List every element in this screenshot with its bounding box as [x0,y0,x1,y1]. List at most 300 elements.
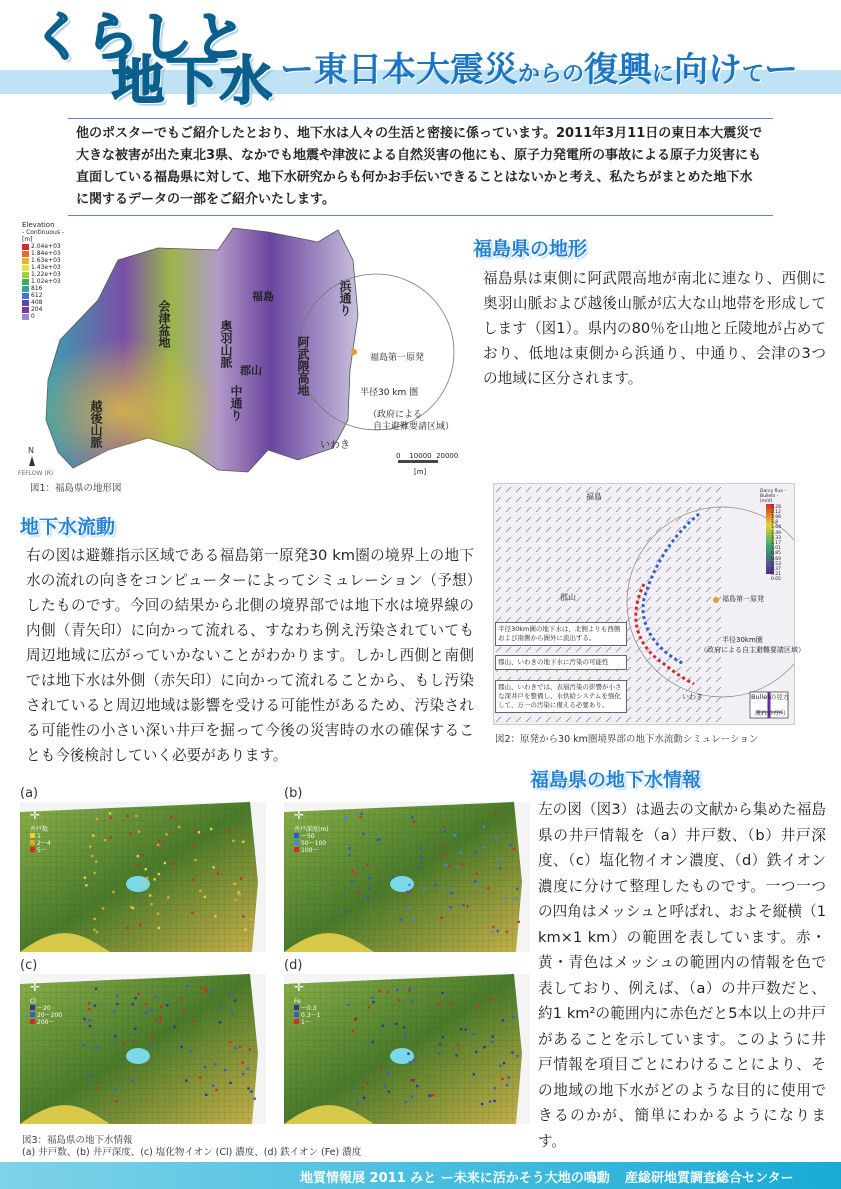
well-mesh-cell [234,999,236,1001]
well-mesh-cell [441,917,443,919]
well-mesh-cell [465,1029,467,1031]
flux-legend-value: 0.53 [771,561,782,567]
elevation-legend-item [22,285,72,292]
well-mesh-cell [508,1077,510,1079]
elevation-legend-swatch [22,286,29,292]
well-mesh-cell [215,1089,217,1091]
well-mesh-cell [400,918,402,920]
well-mesh-cell [457,867,459,869]
elevation-legend-item [22,313,72,320]
well-mesh-cell [491,1041,493,1043]
well-mesh-cell [139,924,141,926]
north-arrow-icon: N [28,446,34,455]
subtitle-part-g: ー [764,50,799,90]
well-mesh-cell [127,927,129,929]
panel-legend-title: 井戸数 [30,826,49,833]
well-mesh-cell [83,1044,85,1046]
panel-legend [294,998,320,1026]
figure1-caption: 図1：福島県の地形図 [30,483,122,494]
well-mesh-cell [403,1026,405,1028]
well-mesh-cell [206,991,208,993]
well-mesh-cell [366,1082,368,1084]
flux-legend-value: 0.37 [771,567,782,573]
well-mesh-cell [432,1094,434,1096]
well-mesh-cell [180,997,182,999]
well-mesh-cell [513,848,515,850]
elevation-legend-value: 2.04e+03 [31,243,61,250]
well-mesh-cell [242,1073,244,1075]
well-mesh-cell [478,883,480,885]
well-mesh-cell [135,815,137,817]
elevation-legend-unit: [m] [22,236,33,243]
well-mesh-cell [354,1019,356,1021]
well-mesh-cell [204,1066,206,1068]
well-mesh-cell [348,854,350,856]
well-mesh-cell [247,1067,249,1069]
label-fukushima: 福島 [252,290,274,303]
well-mesh-cell [368,877,370,879]
wells-title: 福島県の地下水情報 [530,769,702,791]
fig2-label-gov: （政府による自主避難要請区域） [700,646,805,654]
elevation-legend-value: 1.43e+03 [31,264,61,271]
well-mesh-cell [503,1062,505,1064]
well-mesh-cell [474,852,476,854]
well-mesh-cell [462,904,464,906]
well-mesh-cell [356,1102,358,1104]
well-mesh-cell [145,1012,147,1014]
well-mesh-cell [372,997,374,999]
well-mesh-cell [104,839,106,841]
panel-legend-title: 井戸深度(m) [294,826,329,833]
panel-legend-swatch [30,847,35,852]
well-mesh-cell [146,877,148,879]
fig2-note-box2: 郡山、いわきの地下水に汚染の可能性 [495,655,627,670]
well-mesh-cell [249,1048,251,1050]
well-mesh-cell [242,915,244,917]
elevation-legend-swatch [22,244,29,250]
panel-legend-title: Cl [30,998,36,1005]
panel-legend-swatch [30,1012,35,1017]
elevation-legend-swatch [22,293,29,299]
bullet-legend-flow: 流れの方向 [755,710,786,717]
well-mesh-cell [406,891,408,893]
well-mesh-cell [348,1004,350,1006]
well-mesh-cell [357,892,359,894]
well-mesh-cell [129,832,131,834]
well-mesh-cell [145,1003,147,1005]
flow-body: 右の図は避難指示区域である福島第一原発30 km圏の境界上の地下水の流れの向きをコンピューターによってシミュレーション（予想）したものです。今回の結果から北側の境界部では地下水は境界線の内側（青矢印）に向かって流れる、すなわち例え汚染されていても周辺地域に広がっていかないことがわかります。しかし西側と南側では地下水は外側（赤矢印）に向かって流れることから、もし汚染されていると周辺地域は影響を受ける可能性があるため、汚染される可能性の小さい深い井戸を掘って今後の災害時の水の確保することも今後検討していく必要があります。 [26,547,474,764]
scale-unit: [m] [414,468,427,476]
panel-legend-swatch [30,1019,35,1024]
well-mesh-cell [352,870,354,872]
flow-plant-marker [713,597,719,603]
well-mesh-cell [395,1023,397,1025]
well-mesh-cell [178,826,180,828]
well-mesh-cell [244,928,246,930]
well-mesh-cell [85,884,87,886]
flux-legend-value: 0.85 [771,551,782,557]
flux-legend-value: 1.49 [771,530,782,536]
scale-bar [398,460,438,463]
well-mesh-cell [205,1094,207,1096]
title-line1: くらしと [32,8,249,68]
subtitle-part-f: て [742,62,765,87]
well-mesh-cell [506,931,508,933]
elevation-legend-items [22,243,72,320]
well-mesh-cell [423,887,425,889]
well-mesh-cell [199,1076,201,1078]
well-mesh-cell [212,989,214,991]
well-mesh-cell [162,840,164,842]
well-mesh-cell [114,1035,116,1037]
well-mesh-cell [92,834,94,836]
figure3-caption-line1: 図3：福島県の地下水情報 [22,1135,133,1146]
well-mesh-cell [149,894,151,896]
well-mesh-cell [345,910,347,912]
well-mesh-cell [449,906,451,908]
panel-legend-item [294,1019,320,1026]
well-mesh-cell [413,821,415,823]
footer-event: 地質情報展 2011 みと ー未来に活かそう大地の鳴動 [300,1171,610,1186]
well-mesh-cell [195,831,197,833]
well-mesh-cell [408,884,410,886]
elevation-legend-title: Elevation [22,221,55,229]
well-mesh-cell [219,1021,221,1023]
flux-legend-title: Darcy flux - Bullets - [m/d] [760,489,786,505]
well-mesh-cell [194,859,196,861]
well-mesh-cell [192,1020,194,1022]
label-koriyama: 郡山 [240,364,262,377]
elevation-legend-swatch [22,251,29,257]
well-mesh-cell [516,888,518,890]
terrain-title: 福島県の地形 [473,238,588,260]
panel-legend-value: 20〜200 [37,1012,63,1019]
subtitle-part-e: 向け [674,50,743,90]
well-mesh-cell [383,1084,385,1086]
well-mesh-cell [493,1100,495,1102]
panel-legend [30,998,62,1026]
well-mesh-cell [167,896,169,898]
label-nakadori: 中通り [229,385,243,421]
flux-legend-value: 2.28 [771,504,782,510]
panel-legend-swatch [294,1019,299,1024]
well-mesh-cell [455,1054,457,1056]
well-mesh-cell [88,1008,90,1010]
compass-icon: ✛ [30,808,41,822]
panel-legend-title: Fe [294,998,301,1005]
flux-legend-value: 2.12 [771,509,782,515]
elevation-legend-value: 0 [31,313,35,320]
well-mesh-cell [217,872,219,874]
well-mesh-cell [474,880,476,882]
well-mesh-cell [160,1019,162,1021]
well-mesh-cell [408,906,410,908]
panel-legend-value: 〜0.3 [301,1005,317,1012]
panel-legend-swatch [30,1005,35,1010]
well-mesh-cell [192,879,194,881]
panel-legend-swatch [30,840,35,845]
well-mesh-cell [234,899,236,901]
well-mesh-cell [110,836,112,838]
well-mesh-cell [444,830,446,832]
panel-legend-item [294,1012,320,1019]
well-mesh-cell [137,865,139,867]
elevation-legend-value: 1.63e+03 [31,257,61,264]
well-mesh-cell [443,825,445,827]
well-mesh-cell [189,1050,191,1052]
panel-legend-item [30,1005,62,1012]
well-mesh-cell [89,1019,91,1021]
well-mesh-cell [491,998,493,1000]
fig2-note-box3: 郡山、いわきでは、表層汚染の影響が小さな深井戸を整備し、水供給システムを強化して、万一の汚染に備える必要あり。 [495,680,627,713]
well-mesh-cell [158,873,160,875]
well-mesh-cell [372,1041,374,1043]
panel-legend [294,826,329,854]
well-mesh-cell [220,1006,222,1008]
well-mesh-cell [453,834,455,836]
flux-legend-value: 1.33 [771,535,782,541]
well-mesh-cell [396,989,398,991]
panel-letter: (d) [284,958,303,973]
fig2-label-plant: 福島第一原発 [722,595,764,603]
well-mesh-cell [441,846,443,848]
well-mesh-cell [84,877,86,879]
well-mesh-cell [83,1018,85,1020]
well-mesh-cell [512,1016,514,1018]
well-mesh-cell [369,888,371,890]
title-line2: 地下水 [112,52,275,112]
well-mesh-cell [138,830,140,832]
well-mesh-cell [228,830,230,832]
well-mesh-cell [198,831,200,833]
panel-legend-value: 5〜 [37,847,47,854]
well-mesh-cell [482,846,484,848]
label-radius: 半径30 km 圏 [360,388,419,398]
well-mesh-cell [351,881,353,883]
panel-legend-value: 0.3〜1 [301,1012,321,1019]
well-mesh-cell [249,918,251,920]
well-mesh-cell [170,816,172,818]
well-mesh-cell [461,863,463,865]
well-mesh-cell [475,1051,477,1053]
well-mesh-cell [502,1019,504,1021]
software-label: FEFLOW (R) [18,470,54,477]
elevation-legend-value: 816 [31,285,43,292]
well-mesh-cell [88,1002,90,1004]
flow-title: 地下水流動 [20,516,116,538]
well-mesh-cell [457,1043,459,1045]
panel-legend-item [30,1012,62,1019]
well-mesh-cell [487,887,489,889]
panel-legend-value: 100〜 [301,847,319,854]
well-mesh-cell [409,891,411,893]
label-hamadori: 浜通り [338,280,352,316]
well-mesh-cell [408,990,410,992]
well-mesh-cell [102,907,104,909]
subtitle-part-c: 復興 [584,50,653,90]
well-mesh-cell [409,1061,411,1063]
well-mesh-cell [387,1072,389,1074]
well-mesh-cell [483,1046,485,1048]
well-mesh-cell [420,847,422,849]
panel-legend [30,826,51,854]
well-mesh-cell [380,1067,382,1069]
well-mesh-cell [134,1028,136,1030]
well-mesh-cell [95,860,97,862]
well-mesh-cell [89,1076,91,1078]
well-mesh-cell [472,1033,474,1035]
well-mesh-cell [387,991,389,993]
well-mesh-cell [510,844,512,846]
well-mesh-cell [483,825,485,827]
well-mesh-cell [451,887,453,889]
well-mesh-cell [416,1085,418,1087]
well-mesh-cell [242,841,244,843]
well-mesh-cell [362,1087,364,1089]
well-mesh-cell [166,1004,168,1006]
well-mesh-cell [229,993,231,995]
well-mesh-cell [368,1006,370,1008]
well-mesh-cell [143,882,145,884]
well-mesh-cell [376,839,378,841]
panel-legend-value: 50〜100 [301,840,327,847]
fig2-label-fukushima: 福島 [586,492,602,501]
well-mesh-cell [254,1098,256,1100]
well-mesh-cell [372,1001,374,1003]
elevation-legend-swatch [22,279,29,285]
label-plant: 福島第一原発 [370,353,425,363]
well-mesh-cell [89,846,91,848]
elevation-legend-item [22,299,72,306]
elevation-legend-item [22,243,72,250]
well-mesh-cell [231,1012,233,1014]
elevation-legend-item [22,306,72,313]
well-mesh-cell [116,994,118,996]
flux-legend-value: 0.05 [771,577,782,583]
fig2-label-radius: 半径30km圏 [722,636,763,644]
panel-legend-item [294,1005,320,1012]
subtitle-part-b: からの [518,62,585,87]
compass-icon: ✛ [30,980,41,994]
elevation-legend-item [22,250,72,257]
well-mesh-cell [165,833,167,835]
well-mesh-cell [109,812,111,814]
well-mesh-cell [349,847,351,849]
well-mesh-cell [185,1079,187,1081]
well-mesh-cell [442,854,444,856]
well-mesh-cell [352,1087,354,1089]
well-mesh-cell [158,840,160,842]
well-mesh-cell [344,817,346,819]
well-mesh-cell [199,890,201,892]
panel-legend-swatch [294,833,299,838]
well-mesh-cell [96,1087,98,1089]
well-mesh-cell [481,1103,483,1105]
elevation-legend-swatch [22,272,29,278]
well-mesh-cell [212,866,214,868]
flux-legend-value: 1.8 [771,520,779,526]
well-mesh-cell [172,863,174,865]
figure2-caption: 図2：原発から30 km圏境界部の地下水流動シミュレーション [495,734,759,745]
panel-legend-item [30,847,51,854]
elevation-legend-swatch [22,314,29,320]
well-mesh-cell [494,1087,496,1089]
well-mesh-cell [442,1036,444,1038]
well-mesh-cell [441,992,443,994]
well-mesh-cell [413,919,415,921]
well-mesh-cell [409,987,411,989]
well-mesh-cell [134,997,136,999]
panel-legend-item [294,847,329,854]
panel-legend-item [30,1019,62,1026]
well-mesh-cell [137,993,139,995]
well-mesh-cell [116,1003,118,1005]
subtitle [280,50,798,95]
flux-legend [760,489,790,583]
panel-letter: (b) [284,786,303,801]
well-mesh-cell [366,896,368,898]
well-mesh-cell [113,1010,115,1012]
well-mesh-cell [110,817,112,819]
fig2-note-box1: 半径30km圏の地下水は、北側よりも西側および南側から圏外に流出する。 [495,622,627,646]
well-mesh-cell [475,872,477,874]
well-panel-map [284,974,530,1124]
well-mesh-cell [355,872,357,874]
well-mesh-cell [181,1046,183,1048]
flux-legend-value: 0.21 [771,572,782,578]
well-mesh-cell [460,1028,462,1030]
well-mesh-cell [497,857,499,859]
well-mesh-cell [411,1096,413,1098]
panel-legend-swatch [294,840,299,845]
elevation-legend-value: 1.02e+03 [31,278,61,285]
well-mesh-cell [413,1059,415,1061]
panel-legend-item [30,840,51,847]
well-mesh-cell [239,893,241,895]
well-mesh-cell [240,877,242,879]
well-mesh-cell [492,1035,494,1037]
well-mesh-cell [233,883,235,885]
well-mesh-cell [499,1065,501,1067]
well-mesh-cell [411,1000,413,1002]
elevation-legend-swatch [22,258,29,264]
panel-letter: (a) [20,786,39,801]
well-mesh-cell [89,1025,91,1027]
label-gov1: （政府による [368,410,423,420]
panel-legend-value: 2〜4 [37,840,51,847]
well-mesh-cell [126,815,128,817]
well-mesh-cell [437,1003,439,1005]
label-abukuma: 阿武隈高地 [296,336,310,396]
well-mesh-cell [501,1078,503,1080]
well-mesh-cell [239,1046,241,1048]
well-mesh-cell [378,990,380,992]
well-mesh-cell [96,818,98,820]
fig2-label-koriyama: 郡山 [560,593,576,602]
panel-legend-swatch [294,1005,299,1010]
well-panel-map [20,974,266,1124]
well-mesh-cell [492,926,494,928]
well-mesh-cell [511,1051,513,1053]
well-mesh-cell [434,884,436,886]
well-mesh-cell [412,1079,414,1081]
panel-legend-value: 1 [37,833,41,840]
well-mesh-cell [214,915,216,917]
elevation-legend-item [22,264,72,271]
well-mesh-cell [224,1069,226,1071]
terrain-body: 福島県は東側に阿武隈高地が南北に連なり、西側に奥羽山脈および越後山脈が広大な山地帯を形成してします（図1）。県内の80％を山地と丘陵地が占めており、低地は東側から浜通り、中通り、会津の3つの地域に区分されます。 [483,270,826,387]
well-mesh-cell [499,867,501,869]
